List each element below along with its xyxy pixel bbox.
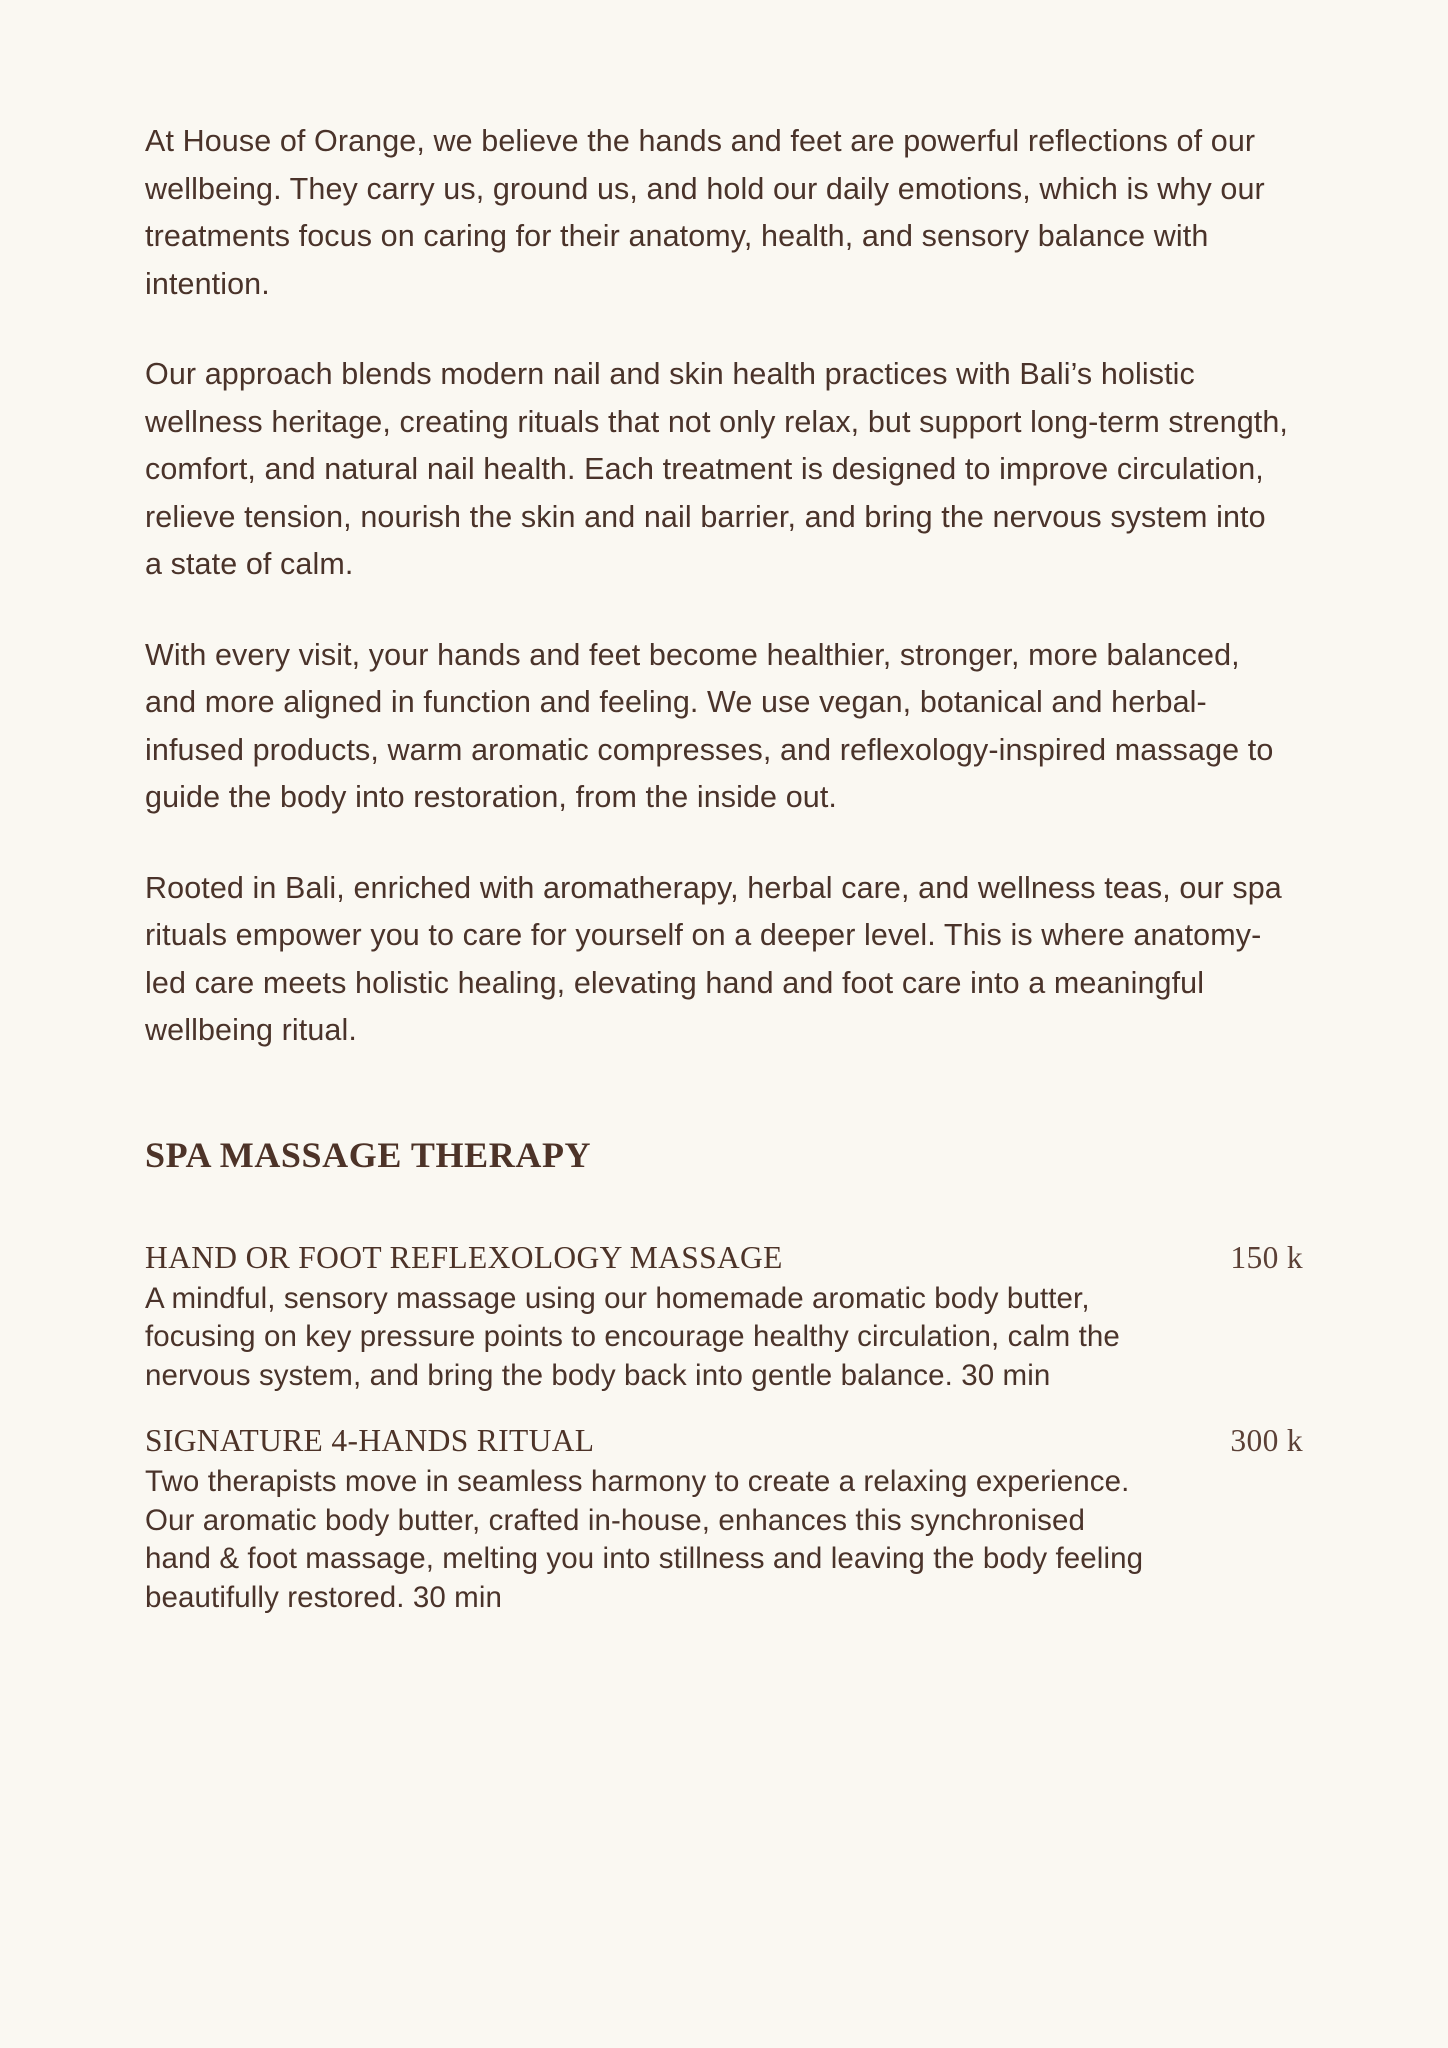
page-content: [145, 118, 1303, 1617]
intro-paragraph-1: At House of Orange, we believe the hands and feet are powerful reflections of our wellbeing. They carry us, ground us, and hold our daily emotions, which is why our treatments focus on caring for their anatomy, health, and sensory balance with intention.: [145, 124, 1274, 301]
intro-section: [145, 118, 1303, 1055]
service-item: [145, 1238, 1303, 1396]
service-header-row: [145, 1238, 1303, 1278]
service-title: HAND OR FOOT REFLEXOLOGY MASSAGE: [145, 1239, 783, 1275]
service-header-row: [145, 1421, 1303, 1461]
service-item: [145, 1421, 1303, 1617]
intro-paragraph-3: With every visit, your hands and feet become healthier, stronger, more balanced, and more aligned in function and feeling. We use vegan, botanical and herbal-infused products, warm aromatic compresses, and reflexology-inspired massage to guide the body into restoration, from the inside out.: [145, 637, 1283, 814]
service-price: 150 k: [1230, 1239, 1303, 1275]
service-description: Two therapists move in seamless harmony to create a relaxing experience. Our aromatic body butter, crafted in-house, enhances this synchronised hand & foot massage, melting you into stillness and leaving the body feeling beautifully restored. 30 min: [145, 1465, 1152, 1614]
intro-paragraph-4: Rooted in Bali, enriched with aromatherapy, herbal care, and wellness teas, our spa rituals empower you to care for yourself on a deeper level. This is where anatomy-led care meets holistic healing, elevating hand and foot care into a meaningful wellbeing ritual.: [145, 870, 1291, 1047]
service-price: 300 k: [1230, 1423, 1303, 1458]
service-title: SIGNATURE 4-HANDS RITUAL: [145, 1423, 595, 1458]
section-heading-spa-massage-therapy: SPA MASSAGE THERAPY: [145, 1134, 592, 1175]
service-description: A mindful, sensory massage using our homemade aromatic body butter, focusing on key pressure points to encourage healthy circulation, calm the nervous system, and bring the body back into gentle balance. 30 min: [145, 1281, 1129, 1392]
intro-paragraph-2: Our approach blends modern nail and skin health practices with Bali’s holistic wellness heritage, creating rituals that not only relax, but support long-term strength, comfort, and natural nail health. Each treatment is designed to improve circulation, relieve tension, nourish the skin and nail barrier, and bring the nervous system into a state of calm.: [145, 357, 1297, 581]
service-list: [145, 1238, 1303, 1618]
